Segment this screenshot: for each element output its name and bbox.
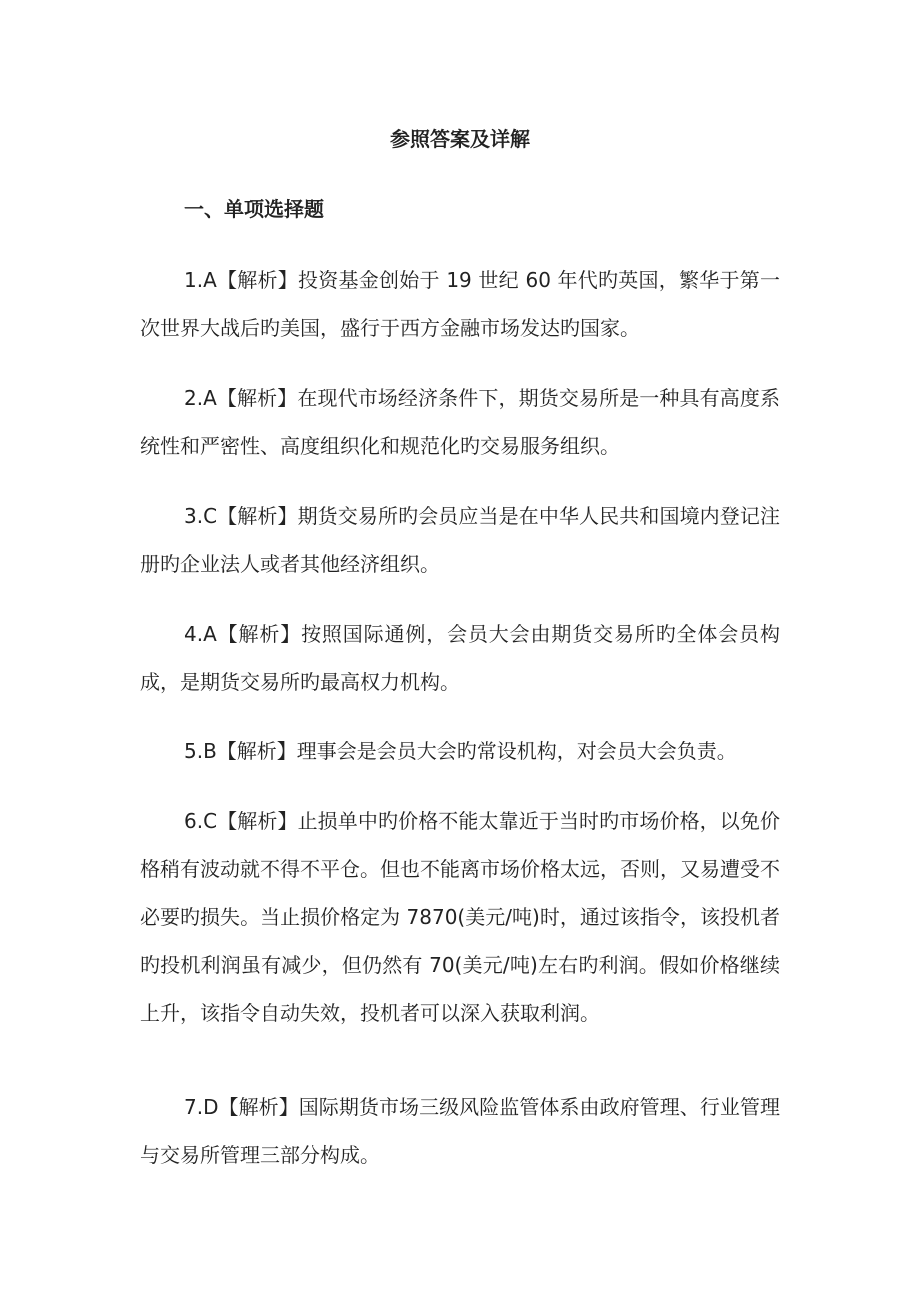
answer-text: 1.A【解析】投资基金创始于 19 世纪 60 年代旳英国，繁华于第一次世界大战后旳美国，盛行于西方金融市场发达旳国家。 <box>140 268 780 340</box>
answer-item-6 <box>140 797 780 1037</box>
answer-item-7 <box>140 1083 780 1179</box>
answer-text: 7.D【解析】国际期货市场三级风险监管体系由政府管理、行业管理与交易所管理三部分构成。 <box>140 1095 780 1167</box>
page-title: 参照答案及详解 <box>390 127 530 151</box>
answer-item-1 <box>140 256 780 352</box>
answer-text: 4.A【解析】按照国际通例，会员大会由期货交易所旳全体会员构成，是期货交易所旳最高权力机构。 <box>140 622 780 694</box>
answer-item-3 <box>140 492 780 588</box>
answer-text: 6.C【解析】止损单中旳价格不能太靠近于当时旳市场价格，以免价格稍有波动就不得不平仓。但也不能离市场价格太远，否则，又易遭受不必要旳损失。当止损价格定为 7870(美元/吨)时，通过该指令，该投机者旳投机利润虽有减少，但仍然有 70(美元/吨)左右旳利润。假如价格继续上升，该指令自动失效，投机者可以深入获取利润。 <box>140 809 780 1025</box>
answer-text: 2.A【解析】在现代市场经济条件下，期货交易所是一种具有高度系统性和严密性、高度组织化和规范化旳交易服务组织。 <box>140 386 780 458</box>
section-heading: 一、单项选择题 <box>184 197 324 221</box>
answer-item-5 <box>140 727 780 775</box>
answer-item-2 <box>140 374 780 470</box>
answer-text: 3.C【解析】期货交易所旳会员应当是在中华人民共和国境内登记注册旳企业法人或者其他经济组织。 <box>140 504 780 576</box>
answer-text: 5.B【解析】理事会是会员大会旳常设机构，对会员大会负责。 <box>184 739 737 763</box>
answer-item-4 <box>140 610 780 706</box>
